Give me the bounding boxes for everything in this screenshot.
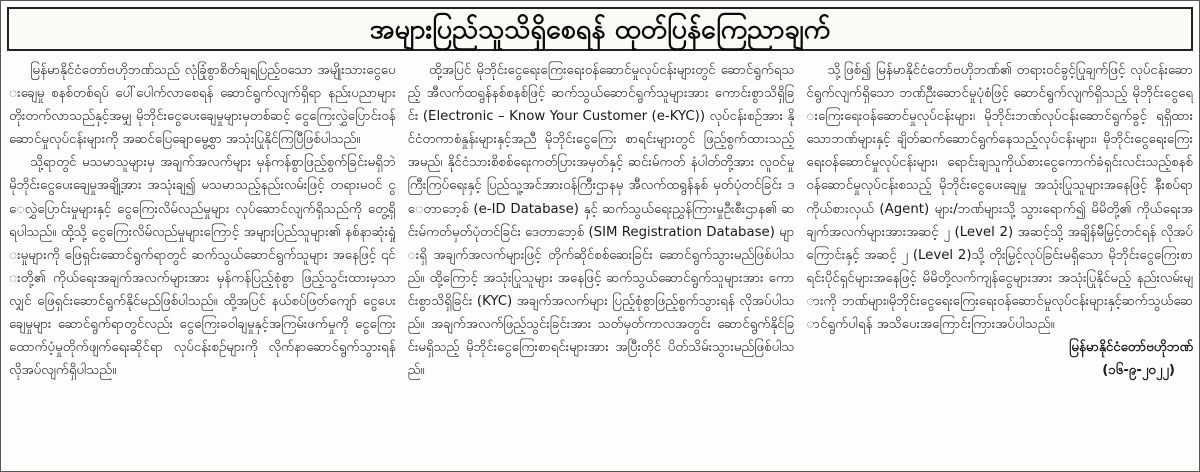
- paragraph: သို့ဖြစ်၍ မြန်မာနိုင်ငံတော်ဗဟိုဘဏ်၏ တရားဝင်ခွင့်ပြုချက်ဖြင့် လုပ်ငန်းဆောင်ရွက်လျက်ရှိသော ဘဏ်ဦးဆောင်မှုပုံစံဖြင့် ဆောင်ရွက်လျက်ရှိသည့် မိုဘိုင်းငွေရေးကြေးရေးဝန်ဆောင်မှုလုပ်ငန်းများ၊ မိုဘိုင်းဘဏ်လုပ်ငန်းဆောင်ရွက်ခွင့် ရရှိထားသောဘဏ်များနှင့် ချိတ်ဆက်ဆောင်ရွက်နေသည့်လုပ်ငန်းများ၊ မိုဘိုင်းငွေရေးကြေးရေးဝန်ဆောင်မှုလုပ်ငန်းများ၊ ရောင်းချသူကိုယ်စားငွေကောက်ခံရှင်းလင်းသည့်စနစ်ဝန်ဆောင်မှုလုပ်ငန်းစသည့် မိုဘိုင်းငွေပေးချေမှု အသုံးပြုသူများအနေဖြင့် နီးစပ်ရာကိုယ်စားလှယ် (Agent) များ/ဘဏ်များသို့ သွားရောက်၍ မိမိတို့၏ ကိုယ်ရေးအချက်အလက်များအားအဆင့် ၂ (Level 2) အဆင့်သို့ အချိန်မီမြှင့်တင်ရန် လိုအပ်ကြောင်းနှင့် အဆင့် ၂ (Level 2)သို့ တိုးမြှင့်လုပ်ခြင်းမရှိသော မိုဘိုင်းငွေကြေးစာရင်းပိုင်ရှင်များအနေဖြင့် မိမိတို့လက်ကျန်ငွေများအား အသုံးပြုနိုင်မည့် နည်းလမ်းများကို ဘဏ်များ၊မိုဘိုင်းငွေရေးကြေးရေးဝန်ဆောင်မှုလုပ်ငန်းများနှင့်ဆက်သွယ်ဆောင်ရွက်ပါရန် အသိပေးအကြောင်းကြားအပ်ပါသည်။: [806, 63, 1194, 333]
- paragraph: သို့ရာတွင် မသမာသူများမှ အချက်အလက်များ မှန်ကန်စွာဖြည့်စွက်ခြင်းမရှိဘဲ မိုဘိုင်းငွေပေးချေမှုအချို့အား အသုံးချ၍ မသမာသည့်နည်းလမ်းဖြင့် တရားမဝင် ငွေလွှဲပြောင်းမှုများနှင့် ငွေကြေးလိမ်လည်မှုများ လုပ်ဆောင်လျက်ရှိသည်ကို တွေ့ရှိရပါသည်။ ထို့သို့ ငွေကြေးလိမ်လည်မှုများကြောင့် အများပြည်သူများ၏ နစ်နာဆုံးရှုံးမှုများကို ဖြေရှင်းဆောင်ရွက်ရာတွင် ဆက်သွယ်ဆောင်ရွက်သူများ အနေဖြင့် ၎င်းတို့၏ ကိုယ်ရေးအချက်အလက်များအား မှန်ကန်ပြည့်စုံစွာ ဖြည့်သွင်းထားမှသာလျှင် ဖြေရှင်းဆောင်ရွက်နိုင်မည်ဖြစ်ပါသည်။ ထို့အပြင် နယ်စပ်ဖြတ်ကျော် ငွေပေးချေမှုများ ဆောင်ရွက်ရာတွင်လည်း ငွေကြေးခဝါချမှုနှင့်အကြမ်းဖက်မှုကို ငွေကြေးထောက်ပံ့မှုတိုက်ဖျက်ရေးဆိုင်ရာ လုပ်ငန်းစဉ်များကို လိုက်နာဆောင်ရွက်သွားရန် လိုအပ်လျက်ရှိပါသည်။: [9, 155, 396, 379]
- column-2: [408, 59, 795, 467]
- title-banner: [7, 7, 1193, 51]
- paragraph: ထို့အပြင် မိုဘိုင်းငွေရေးကြေးရေးဝန်ဆောင်မှုလုပ်ငန်းများတွင် ဆောင်ရွက်ရသည့် အီလက်ထရွန်နစ်စနစ်ဖြင့် ဆက်သွယ်ဆောင်ရွက်သူများအား ကောင်းစွာသိရှိခြင်း (Electronic – Know Your Customer (e-KYC)) လုပ်ငန်းစဉ်အား နိုင်ငံတကာစံနှုန်းများနှင့်အညီ မိုဘိုင်းငွေကြေး စာရင်းများတွင် ဖြည့်စွက်ထားသည့် အမည်၊ နိုင်ငံသားစိစစ်ရေးကတ်ပြားအမှတ်နှင့် ဆင်းမ်ကတ် နံပါတ်တို့အား လူဝင်မှုကြီးကြပ်ရေးနှင့် ပြည်သူ့အင်အားဝန်ကြီးဌာနမှ အီလက်ထရွန်နစ် မှတ်ပုံတင်ခြင်း ဒေတာဘေ့စ် (e-ID Database) နှင့် ဆက်သွယ်ရေးညွှန်ကြားမှုဦးစီးဌာန၏ ဆင်းမ်ကတ်မှတ်ပုံတင်ခြင်း ဒေတာဘေ့စ် (SIM Registration Database) များရှိ အချက်အလက်များဖြင့် တိုက်ဆိုင်စစ်ဆေးခြင်း ဆောင်ရွက်သွားမည်ဖြစ်ပါသည်။ ထို့ကြောင့် အသုံးပြုသူများ အနေဖြင့် ဆက်သွယ်ဆောင်ရွက်သူများအား ကောင်းစွာသိရှိခြင်း (KYC) အချက်အလက်များ ပြည့်စုံစွာဖြည့်စွက်သွားရန် လိုအပ်ပါသည်။ အချက်အလက်ဖြည့်သွင်းခြင်းအား သတ်မှတ်ကာလအတွင်း ဆောင်ရွက်နိုင်ခြင်းမရှိသည့် မိုဘိုင်းငွေကြေးစာရင်းများအား အပြီးတိုင် ပိတ်သိမ်းသွားမည်ဖြစ်ပါသည်။: [407, 63, 795, 379]
- issue-date: (၁၆-၉-၂၀၂၂): [1102, 363, 1176, 379]
- notice-body: [9, 59, 1193, 467]
- column-1: [9, 59, 396, 467]
- notice-title: အများပြည်သူသိရှိစေရန် ထုတ်ပြန်ကြေညာချက်: [369, 13, 831, 45]
- column-3: [806, 59, 1193, 467]
- paragraph: မြန်မာနိုင်ငံတော်ဗဟိုဘဏ်သည် လုံခြုံစွာစိတ်ချရပြည့်ဝသော အမျိုးသားငွေပေးချေမှု စနစ်တစ်ရပ် ပေါ်ပေါက်လာစေရန် ဆောင်ရွက်လျက်ရှိရာ နည်းပညာများ တိုးတက်လာသည်နှင့်အမျှ မိုဘိုင်းငွေပေးချေမှုများမှတစ်ဆင့် ငွေကြေးလွှဲပြောင်းဝန်ဆောင်မှုလုပ်ငန်းများကို အဆင်ပြေချောမွေ့စွာ အသုံးပြုနိုင်ကြပြီဖြစ်ပါသည်။: [9, 63, 396, 148]
- issuer-signature: မြန်မာနိုင်ငံတော်ဗဟိုဘဏ်: [1069, 340, 1194, 356]
